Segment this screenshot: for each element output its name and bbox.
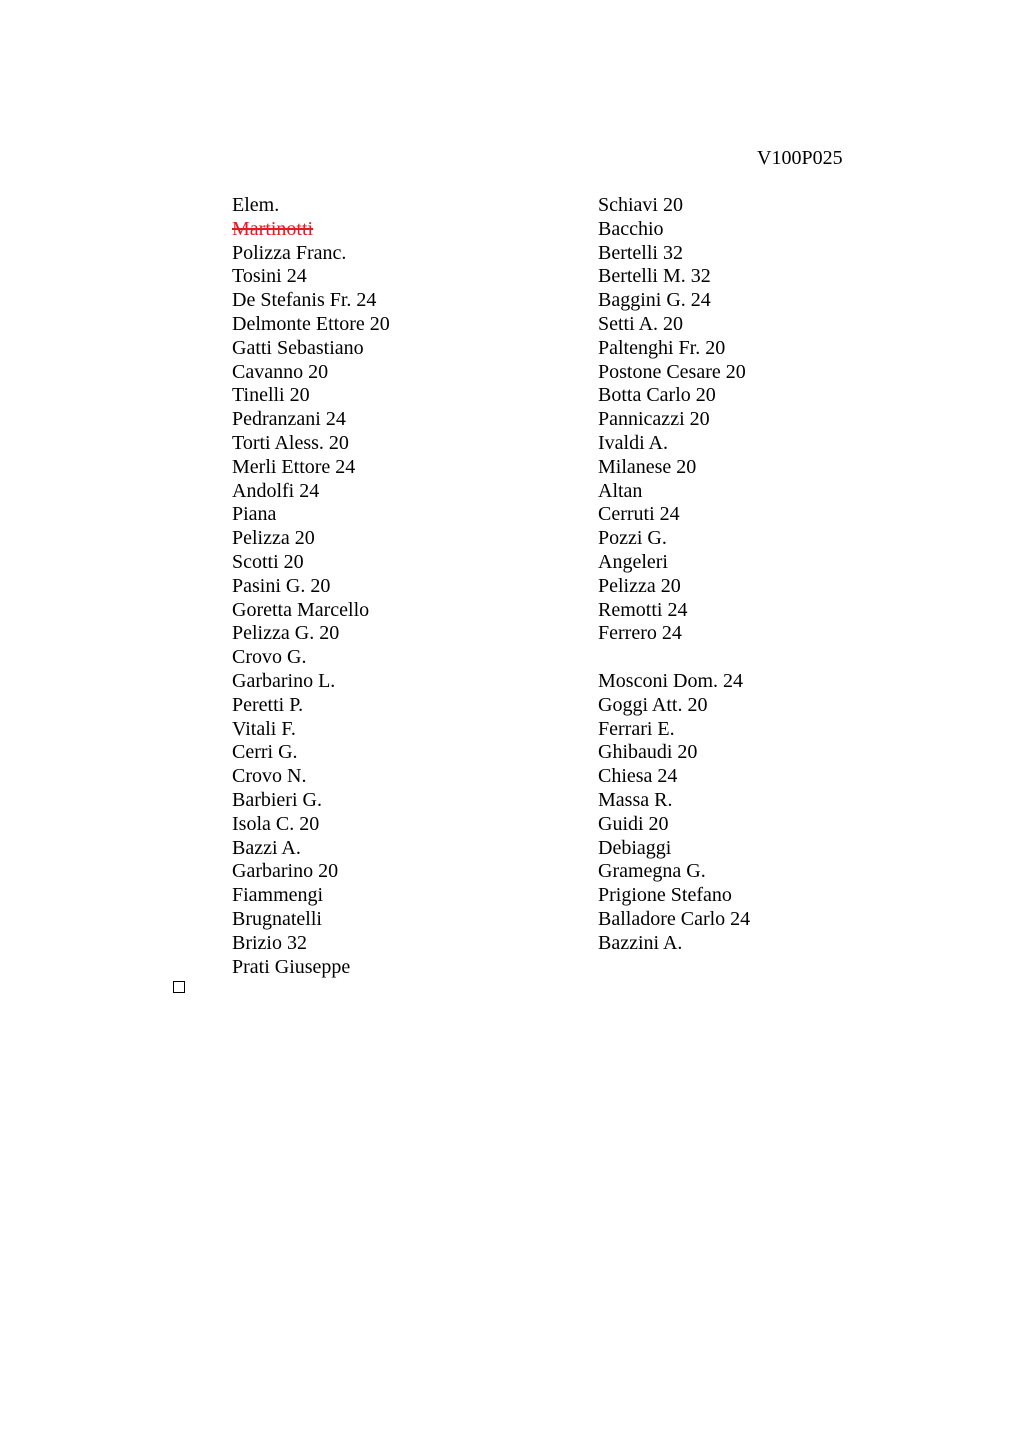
- name-entry: Postone Cesare 20: [598, 360, 746, 383]
- name-entry: Pelizza G. 20: [232, 622, 340, 645]
- name-entry: Paltenghi Fr. 20: [598, 336, 726, 359]
- name-entry: Tinelli 20: [232, 384, 310, 407]
- name-entry: Goretta Marcello: [232, 598, 370, 621]
- name-entry: Pannicazzi 20: [598, 408, 710, 431]
- name-entry: Polizza Franc.: [232, 241, 347, 264]
- name-entry: Baggini G. 24: [598, 289, 711, 312]
- name-entry: Schiavi 20: [598, 194, 683, 216]
- page-id: V100P025: [757, 147, 843, 169]
- name-entry: Barbieri G.: [232, 788, 322, 811]
- name-entry: Bertelli M. 32: [598, 265, 711, 288]
- name-entry: Ferrero 24: [598, 622, 682, 645]
- struck-name-entry: Martinotti: [232, 217, 314, 240]
- name-entry: Guidi 20: [598, 812, 669, 835]
- name-entry: Gatti Sebastiano: [232, 336, 364, 359]
- name-entry: Tosini 24: [232, 265, 307, 288]
- name-entry: Massa R.: [598, 788, 673, 811]
- name-entry: Crovo G.: [232, 646, 307, 669]
- name-entry: Elem.: [232, 194, 280, 216]
- name-entry: Crovo N.: [232, 765, 307, 788]
- name-entry: Ferrari E.: [598, 717, 675, 740]
- name-entry: Bertelli 32: [598, 241, 683, 264]
- name-entry: Cavanno 20: [232, 360, 329, 383]
- left-name-list: [232, 194, 572, 979]
- name-entry: Angeleri: [598, 550, 668, 573]
- name-entry: Torti Aless. 20: [232, 431, 349, 454]
- name-entry: Garbarino L.: [232, 669, 336, 692]
- name-entry: Altan: [598, 479, 643, 502]
- name-entry: Garbarino 20: [232, 860, 339, 883]
- name-entry: Pasini G. 20: [232, 574, 331, 597]
- name-entry: Setti A. 20: [598, 312, 684, 335]
- name-entry: Merli Ettore 24: [232, 455, 356, 478]
- name-entry: Brugnatelli: [232, 907, 322, 930]
- name-entry: Pozzi G.: [598, 527, 667, 550]
- name-entry: Piana: [232, 503, 277, 526]
- name-entry: Botta Carlo 20: [598, 384, 716, 407]
- name-entry: Cerri G.: [232, 741, 298, 764]
- name-entry: Prati Giuseppe: [232, 955, 351, 978]
- name-entry: Fiammengi: [232, 884, 324, 907]
- blank-entry: [598, 646, 938, 670]
- name-entry: De Stefanis Fr. 24: [232, 289, 377, 312]
- name-entry: Mosconi Dom. 24: [598, 669, 743, 692]
- name-entry: Prigione Stefano: [598, 884, 732, 907]
- name-entry: Ghibaudi 20: [598, 741, 698, 764]
- name-entry: Pelizza 20: [232, 527, 315, 550]
- name-entry: Debiaggi: [598, 836, 672, 859]
- name-entry: Bacchio: [598, 217, 664, 240]
- name-entry: Vitali F.: [232, 717, 296, 740]
- name-entry: Scotti 20: [232, 550, 304, 573]
- name-entry: Brizio 32: [232, 931, 307, 954]
- name-entry: Peretti P.: [232, 693, 304, 716]
- name-entry: Bazzini A.: [598, 931, 683, 954]
- name-entry: Chiesa 24: [598, 765, 678, 788]
- name-entry: Andolfi 24: [232, 479, 320, 502]
- right-name-list: [598, 194, 938, 956]
- name-entry: Ivaldi A.: [598, 431, 668, 454]
- name-entry: Gramegna G.: [598, 860, 706, 883]
- name-entry: Pedranzani 24: [232, 408, 346, 431]
- name-entry: Bazzi A.: [232, 836, 301, 859]
- name-entry: Isola C. 20: [232, 812, 320, 835]
- name-entry: Cerruti 24: [598, 503, 680, 526]
- checkbox[interactable]: [173, 981, 185, 993]
- name-entry: Pelizza 20: [598, 574, 681, 597]
- name-entry: Milanese 20: [598, 455, 697, 478]
- name-entry: Balladore Carlo 24: [598, 907, 751, 930]
- name-entry: Delmonte Ettore 20: [232, 312, 390, 335]
- name-entry: Goggi Att. 20: [598, 693, 708, 716]
- name-entry: Remotti 24: [598, 598, 688, 621]
